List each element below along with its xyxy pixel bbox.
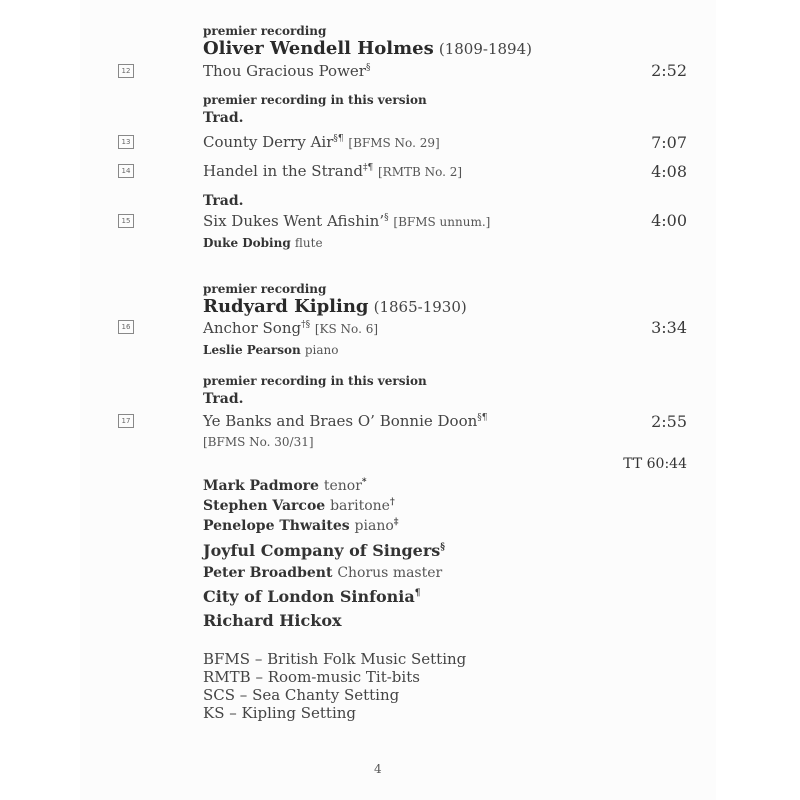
artist-footnote: ‡	[393, 517, 399, 528]
abbreviation-line: RMTB – Room-music Tit-bits	[203, 668, 420, 686]
track-title-text: Ye Banks and Braes O’ Bonnie Doon	[203, 412, 478, 430]
artist-footnote: §	[440, 542, 446, 553]
artist-credit	[203, 498, 395, 514]
track-title-text: Handel in the Strand	[203, 162, 363, 180]
composer-name: Oliver Wendell Holmes	[203, 38, 434, 59]
artist-name: Peter Broadbent	[203, 565, 333, 581]
artist-credit	[203, 518, 399, 534]
track-title	[203, 162, 462, 180]
track-reference: [RMTB No. 2]	[377, 165, 463, 179]
artist-footnote: *	[361, 477, 367, 488]
track-title	[203, 319, 378, 337]
track-footnote: §¶	[333, 134, 344, 144]
artist-role: baritone	[330, 498, 390, 514]
composer-dates: (1809-1894)	[438, 40, 532, 58]
artist-footnote: †	[389, 497, 395, 508]
artist-role: tenor	[323, 478, 362, 494]
total-time: TT 60:44	[623, 456, 687, 472]
track-reference: [KS No. 6]	[314, 322, 379, 336]
track-number: 13	[118, 135, 134, 149]
track-footnote: §	[384, 213, 389, 223]
performer-name: Duke Dobing	[203, 236, 291, 250]
composer-trad: Trad.	[203, 391, 244, 407]
track-title-text: County Derry Air	[203, 133, 334, 151]
performer-role: flute	[294, 236, 323, 250]
composer-name: Rudyard Kipling	[203, 296, 369, 317]
track-footnote: †§	[301, 320, 311, 330]
composer-heading	[203, 38, 532, 59]
track-title-text: Anchor Song	[203, 319, 302, 337]
artist-credit	[203, 478, 367, 494]
artist-role: Chorus master	[337, 565, 443, 581]
track-performer	[203, 236, 323, 250]
track-title	[203, 133, 440, 151]
artist-role: piano	[354, 518, 394, 534]
track-duration: 4:00	[651, 211, 687, 230]
track-duration: 4:08	[651, 162, 687, 181]
composer-trad: Trad.	[203, 193, 244, 209]
abbreviation-line: KS – Kipling Setting	[203, 704, 357, 722]
artist-credit	[203, 611, 342, 630]
recording-note: premier recording in this version	[203, 93, 427, 107]
performer-name: Leslie Pearson	[203, 343, 301, 357]
artist-credit	[203, 565, 442, 581]
track-performer	[203, 343, 339, 357]
track-number: 12	[118, 64, 134, 78]
track-duration: 7:07	[651, 133, 687, 152]
artist-name: Joyful Company of Singers	[203, 541, 441, 560]
track-footnote: §¶	[477, 413, 488, 423]
track-reference: [BFMS unnum.]	[393, 215, 491, 229]
track-title	[203, 62, 370, 80]
track-number: 14	[118, 164, 134, 178]
track-title-text: Thou Gracious Power	[203, 62, 366, 80]
artist-name: Richard Hickox	[203, 611, 342, 630]
abbreviation-line: SCS – Sea Chanty Setting	[203, 686, 400, 704]
recording-note: premier recording	[203, 24, 327, 38]
composer-trad: Trad.	[203, 110, 244, 126]
composer-dates: (1865-1930)	[373, 298, 467, 316]
artist-name: Stephen Varcoe	[203, 498, 326, 514]
track-footnote: §	[365, 63, 371, 73]
recording-note: premier recording	[203, 282, 327, 296]
track-number: 17	[118, 414, 134, 428]
artist-credit	[203, 587, 420, 606]
artist-footnote: ¶	[414, 588, 421, 599]
performer-role: piano	[304, 343, 339, 357]
track-reference: [BFMS No. 29]	[348, 136, 440, 150]
composer-heading	[203, 296, 467, 317]
track-duration: 2:55	[651, 412, 687, 431]
recording-note: premier recording in this version	[203, 374, 427, 388]
track-reference: [BFMS No. 30/31]	[203, 435, 314, 449]
track-duration: 2:52	[651, 61, 687, 80]
artist-name: City of London Sinfonia	[203, 587, 415, 606]
abbreviation-line: BFMS – British Folk Music Setting	[203, 650, 467, 668]
track-title	[203, 212, 490, 230]
artist-name: Mark Padmore	[203, 478, 319, 494]
track-title-text: Six Dukes Went Afishin’	[203, 212, 385, 230]
track-title	[203, 412, 488, 430]
artist-name: Penelope Thwaites	[203, 518, 350, 534]
track-number: 15	[118, 214, 134, 228]
track-duration: 3:34	[651, 318, 687, 337]
page-number: 4	[374, 762, 382, 776]
artist-credit	[203, 541, 445, 560]
track-footnote: ‡¶	[362, 163, 374, 173]
track-number: 16	[118, 320, 134, 334]
